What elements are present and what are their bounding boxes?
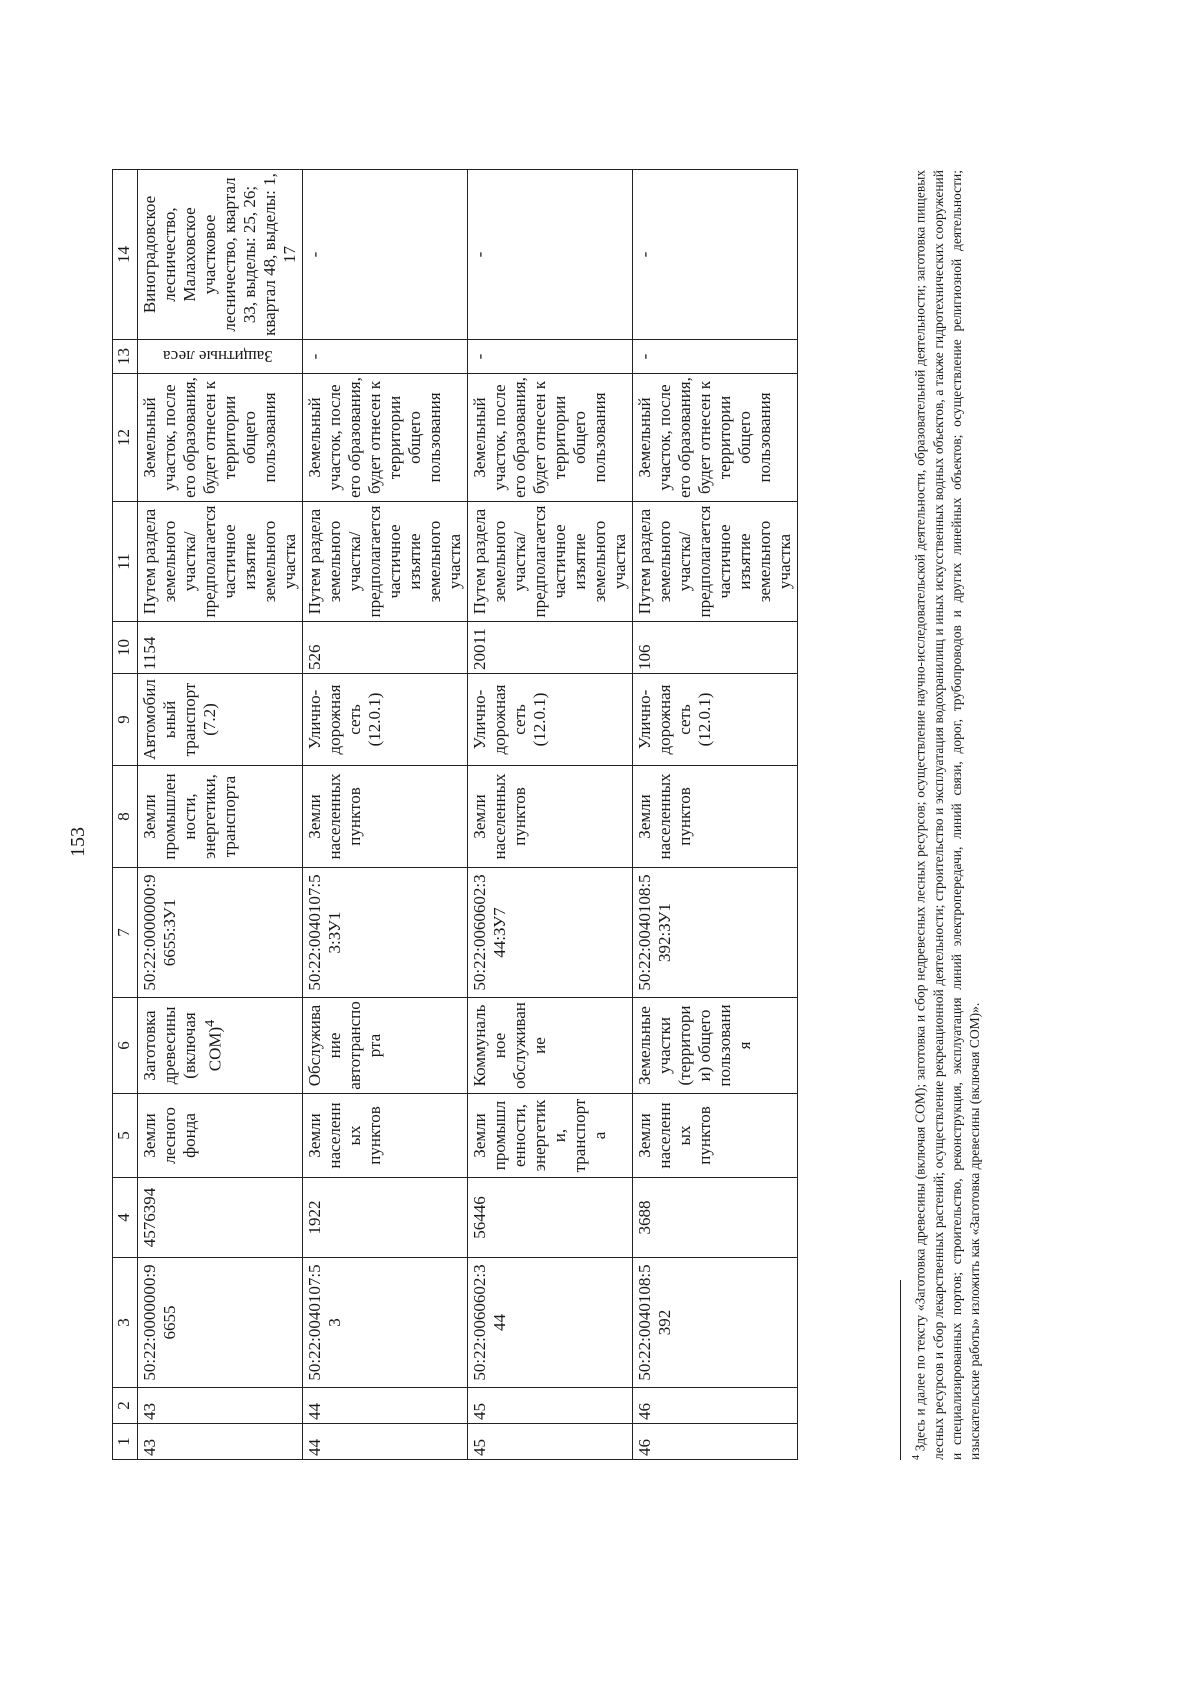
cell-c4: 4576394 — [138, 1178, 303, 1258]
cell-c12: Земельный участок, после его образования, будет отнесен к территории общего пользования — [138, 374, 303, 502]
rotated-page-content — [0, 120, 1100, 1660]
cell-c11: Путем раздела земельного участка/ предполагается частичное изъятие земельного участка — [468, 502, 633, 622]
header-col-14: 14 — [113, 170, 138, 340]
cell-c9: Улично-дорожная сеть (12.0.1) — [633, 674, 798, 766]
cell-c14: Виноградовское лесничество, Малаховское участковое лесничество, квартал 33, выделы: 25, 26; квартал 48, выделы: 1, 17 — [138, 170, 303, 340]
cell-c10: 1154 — [138, 622, 303, 674]
cell-c3: 50:22:0040107:53 — [303, 1258, 468, 1388]
protective-forests-label: Защитные леса — [162, 347, 273, 367]
cell-c3: 50:22:0060602:344 — [468, 1258, 633, 1388]
cell-c2: 43 — [138, 1388, 303, 1424]
table-row — [303, 170, 468, 1460]
cell-c3: 50:22:0000000:96655 — [138, 1258, 303, 1388]
header-col-9: 9 — [113, 674, 138, 766]
cell-c12: Земельный участок, после его образования, будет отнесен к территории общего пользования — [633, 374, 798, 502]
cell-c10: 20011 — [468, 622, 633, 674]
cell-c8: Земли населенных пунктов — [633, 766, 798, 868]
cell-c9: Автомобильный транспорт (7.2) — [138, 674, 303, 766]
cell-c3: 50:22:0040108:5392 — [633, 1258, 798, 1388]
cell-c4: 56446 — [468, 1178, 633, 1258]
cell-c7: 50:22:0000000:96655:ЗУ1 — [138, 868, 303, 998]
header-col-13: 13 — [113, 340, 138, 374]
cell-c2: 46 — [633, 1388, 798, 1424]
header-col-4: 4 — [113, 1178, 138, 1258]
cell-c7: 50:22:0040108:5392:ЗУ1 — [633, 868, 798, 998]
footnote-text: Здесь и далее по тексту «Заготовка древесины (включая СОМ); заготовка и сбор недревесных лесных ресурсов; осуществление научно-исследовательской деятельности, образовательной деятельности; заготовка пищевых лесных ресурсов и сбор лекарственных растений; осуществление рекреационной деятельности; строительство и эксплуатация водохранилищ и иных искусственных водных объектов, а также гидротехнических сооружений и специализированных портов; строительство, реконструкция, эксплуатация линий электропередачи, линий связи, дорог, трубопроводов и других линейных объектов; осуществление религиозной деятельности; изыскательские работы» изложить как «Заготовка древесины (включая СОМ)». — [912, 169, 982, 1460]
cell-c5: Земли населенных пунктов — [633, 1094, 798, 1178]
header-row — [113, 170, 138, 1460]
footnote-marker: 4 — [911, 1455, 922, 1460]
cell-c11: Путем раздела земельного участка/ предполагается частичное изъятие земельного участка — [138, 502, 303, 622]
header-col-12: 12 — [113, 374, 138, 502]
cell-c9: Улично-дорожная сеть (12.0.1) — [468, 674, 633, 766]
cell-c10: 106 — [633, 622, 798, 674]
cell-c8: Земли промышленности, энергетики, транспорта — [138, 766, 303, 868]
cell-c5: Земли населенных пунктов — [303, 1094, 468, 1178]
cell-c11: Путем раздела земельного участка/ предполагается частичное изъятие земельного участка — [303, 502, 468, 622]
table-row — [138, 170, 303, 1460]
cell-c6 — [138, 998, 303, 1094]
footnote-divider — [900, 1280, 901, 1460]
cell-c14: - — [468, 170, 633, 340]
cell-c9: Улично-дорожная сеть (12.0.1) — [303, 674, 468, 766]
cell-c4: 1922 — [303, 1178, 468, 1258]
header-col-8: 8 — [113, 766, 138, 868]
cell-c2: 45 — [468, 1388, 633, 1424]
cell-c7: 50:22:0040107:53:ЗУ1 — [303, 868, 468, 998]
cell-c13: - — [468, 340, 633, 374]
cell-c6-text: Заготовка древесины (включая СОМ) — [140, 1006, 225, 1085]
header-col-11: 11 — [113, 502, 138, 622]
cell-c4: 3688 — [633, 1178, 798, 1258]
cell-c13: - — [303, 340, 468, 374]
page-number: 153 — [67, 827, 89, 857]
cell-c12: Земельный участок, после его образования, будет отнесен к территории общего пользования — [468, 374, 633, 502]
cell-c13-protective-forests — [138, 340, 303, 374]
cell-c1: 46 — [633, 1424, 798, 1460]
cell-c1: 44 — [303, 1424, 468, 1460]
cell-c13: - — [633, 340, 798, 374]
cell-c7: 50:22:0060602:344:ЗУ7 — [468, 868, 633, 998]
cell-c8: Земли населенных пунктов — [303, 766, 468, 868]
cell-c12: Земельный участок, после его образования, будет отнесен к территории общего пользования — [303, 374, 468, 502]
footnote — [908, 170, 984, 1460]
cell-c5: Земли промышленности, энергетики, транспорта — [468, 1094, 633, 1178]
cell-c8: Земли населенных пунктов — [468, 766, 633, 868]
cell-c6: Коммунальное обслуживание — [468, 998, 633, 1094]
cell-c6: Земельные участки (территории) общего пользования — [633, 998, 798, 1094]
cell-c14: - — [303, 170, 468, 340]
cell-c1: 43 — [138, 1424, 303, 1460]
cell-c11: Путем раздела земельного участка/ предполагается частичное изъятие земельного участка — [633, 502, 798, 622]
header-col-10: 10 — [113, 622, 138, 674]
cell-c1: 45 — [468, 1424, 633, 1460]
cell-c14: - — [633, 170, 798, 340]
header-col-5: 5 — [113, 1094, 138, 1178]
header-col-6: 6 — [113, 998, 138, 1094]
header-col-7: 7 — [113, 868, 138, 998]
table-row — [468, 170, 633, 1460]
cell-c10: 526 — [303, 622, 468, 674]
footnote-ref: 4 — [202, 1019, 218, 1027]
header-col-1: 1 — [113, 1424, 138, 1460]
cell-c6: Обслуживание автотранспорта — [303, 998, 468, 1094]
land-plots-table — [112, 169, 798, 1460]
cell-c2: 44 — [303, 1388, 468, 1424]
table-row — [633, 170, 798, 1460]
header-col-3: 3 — [113, 1258, 138, 1388]
header-col-2: 2 — [113, 1388, 138, 1424]
cell-c5: Земли лесного фонда — [138, 1094, 303, 1178]
